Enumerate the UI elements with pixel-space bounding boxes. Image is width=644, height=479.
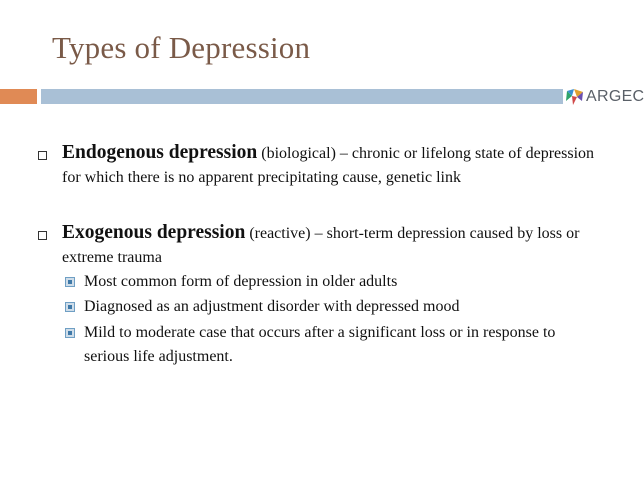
sub-list-item: Most common form of depression in older adults [84, 273, 398, 290]
list-item-endogenous [62, 141, 602, 190]
argec-logo-icon [565, 87, 585, 107]
sub-bullet-icon [65, 277, 75, 287]
bullet-square-icon [38, 151, 47, 160]
argec-logo [565, 86, 644, 108]
bullet-square-icon [38, 231, 47, 240]
term-exogenous: Exogenous depression [62, 222, 246, 243]
definition-exogenous: (reactive) – short-term depression caused by loss or extreme trauma [62, 225, 580, 266]
sub-bullet-icon [65, 328, 75, 338]
definition-endogenous: (biological) – chronic or lifelong state of depression for which there is no apparent precipitating cause, genetic link [62, 145, 595, 186]
slide-title: Types of Depression [52, 30, 311, 65]
accent-bar-blue [41, 89, 563, 104]
logo-text: ARGEC [586, 88, 644, 105]
list-item-exogenous [62, 221, 602, 270]
term-endogenous: Endogenous depression [62, 142, 258, 163]
sub-list-item: Diagnosed as an adjustment disorder with depressed mood [84, 298, 460, 315]
sub-bullet-icon [65, 302, 75, 312]
sub-list-item: Mild to moderate case that occurs after a significant loss or in response to serious life adjustment. [84, 324, 556, 365]
accent-bar-orange [0, 89, 37, 104]
